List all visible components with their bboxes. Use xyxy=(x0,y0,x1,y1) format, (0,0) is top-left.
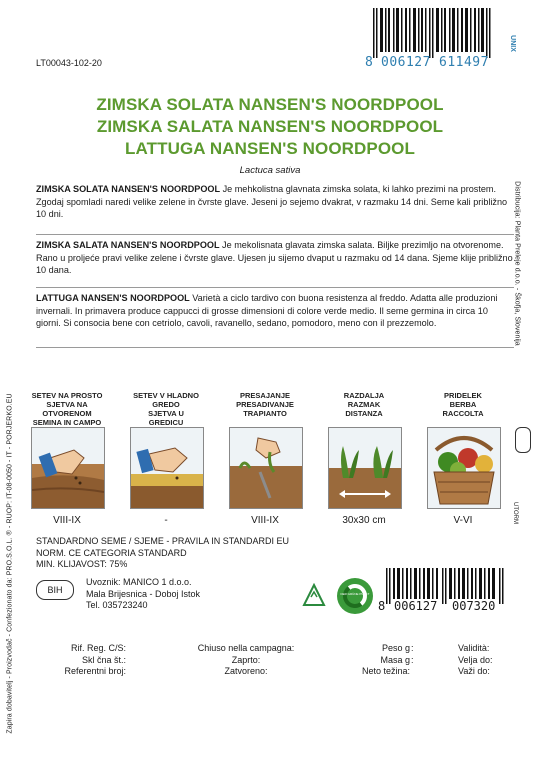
importer-line: Uvoznik: MANICO 1 d.o.o. xyxy=(86,577,192,587)
bottom-barcode-group1: 006127 xyxy=(394,599,438,613)
top-barcode-bars xyxy=(367,8,499,58)
footer-label: Masa g xyxy=(380,654,410,665)
green-dot-label: DER GRÜNE PUNKT xyxy=(340,592,370,596)
hand-sowing-field-icon xyxy=(31,427,105,509)
footer-label: Chiuso nella campagna: xyxy=(197,643,295,653)
description-heading: ZIMSKA SOLATA NANSEN'S NOORDPOOL xyxy=(36,184,221,194)
importer-line: Mala Brijesnica - Doboj Istok xyxy=(86,588,201,599)
latin-name: Lactuca sativa xyxy=(239,165,301,176)
step-label-transplant xyxy=(229,391,301,418)
description-italian xyxy=(36,292,514,330)
harvest-basket-icon xyxy=(427,427,501,509)
description-text: Je mehkolistna glavnata zimska solata, ki lahko prezimi na prostem. Zgodaj spomladi naredi velike zelene in čvrste glave. Jeseni jo sejemo dvakrat, v razmaku 14 dni. Seme kali približno 10 dni. xyxy=(36,184,508,219)
step-label-spacing xyxy=(328,391,400,418)
divider xyxy=(36,234,514,235)
step-label-line: RAZMAK xyxy=(347,400,381,409)
top-barcode-digit: 8 xyxy=(365,55,373,70)
step-value: 30x30 cm xyxy=(342,515,386,526)
standard-line: MIN. KLIJAVOST: 75% xyxy=(36,559,128,569)
bottom-barcode xyxy=(380,568,512,618)
step-label-line: SETEV NA PROSTO xyxy=(31,391,103,400)
standard-line: NORM. CE CATEGORIA STANDARD xyxy=(36,547,187,558)
step-label-line: DISTANZA xyxy=(345,409,383,418)
footer-reference-labels xyxy=(36,643,126,678)
step-label-harvest xyxy=(427,391,499,418)
step-label-line: BERBA xyxy=(449,400,477,409)
title-italian: LATTUGA NANSEN'S NOORDPOOL xyxy=(125,139,415,158)
footer-label: Validità: xyxy=(458,643,490,653)
description-text: Varietà a ciclo tardivo con buona resistenza al freddo. Adatta alle produzioni invernali. In primavera produce cappucci di grosse dimensioni di colore verde medio. Il seme germina in circa 10 giorni. Si consocia bene con cetriolo, cavoli, ravanello, sedano, pomodoro, meno con il prezzemolo. xyxy=(36,293,498,328)
footer-weight-colons xyxy=(411,643,419,666)
green-dot-icon xyxy=(337,578,373,614)
footer-label: Neto težina: xyxy=(361,666,410,676)
standard-block xyxy=(36,536,336,571)
footer-colon: : xyxy=(411,643,414,653)
transplant-icon xyxy=(229,427,303,509)
top-barcode-group2: 611497 xyxy=(439,55,489,70)
step-label-line: RACCOLTA xyxy=(442,409,484,418)
footer-label: Skl čna št.: xyxy=(81,654,126,665)
footer-label: Zatvoreno: xyxy=(224,666,268,676)
unix-label: UNIX xyxy=(508,35,516,52)
divider xyxy=(36,347,514,348)
lot-code: LT00043-102-20 xyxy=(36,58,102,68)
step-label-line: PRESADIVANJE xyxy=(236,400,294,409)
bih-badge: BIH xyxy=(36,580,74,600)
footer-closed-labels xyxy=(186,643,306,678)
footer-label: Peso g xyxy=(381,643,410,653)
step-label-line: SEMINA IN CAMPO xyxy=(32,418,102,427)
bottom-barcode-digit: 8 xyxy=(378,599,386,613)
spacing-icon xyxy=(328,427,402,509)
importer-line: Tel. 035723240 xyxy=(86,600,148,610)
description-heading: LATTUGA NANSEN'S NOORDPOOL xyxy=(36,293,190,303)
bottom-barcode-group2: 007320 xyxy=(452,599,496,613)
right-side-logo xyxy=(515,427,531,453)
footer-label: Važi do: xyxy=(458,666,490,676)
standard-line: STANDARDNO SEME / SJEME - PRAVILA IN STANDARDI EU xyxy=(36,536,290,546)
description-text: Je mekolisnata glavata zimska salata. Biljke prezimljo na otvorenome. Rano u proljeće pravi velike zelene i čvrste glave. Ujesen ju sijemo dvaput u razmaku od 14 dana. Sjeme klije približno 10 dana. xyxy=(36,240,513,275)
step-value: - xyxy=(164,515,168,526)
hand-sowing-bed-icon xyxy=(130,427,204,509)
top-barcode-group1: 006127 xyxy=(381,55,431,70)
importer-block xyxy=(86,577,286,612)
footer-label: Referentni broj: xyxy=(64,666,126,676)
step-value: V-VI xyxy=(453,515,473,526)
footer-weight-labels xyxy=(340,643,410,678)
top-barcode xyxy=(367,8,499,72)
description-slovenian xyxy=(36,183,514,221)
step-value: VIII-IX xyxy=(251,515,279,526)
description-croatian xyxy=(36,239,514,277)
footer-label: Zaprto: xyxy=(231,654,261,665)
title-croatian: ZIMSKA SALATA NANSEN'S NOORDPOOL xyxy=(96,117,444,136)
footer-colon: : xyxy=(411,654,414,665)
step-label-line: SETEV V HLADNO GREDO xyxy=(133,391,199,409)
description-heading: ZIMSKA SALATA NANSEN'S NOORDPOOL xyxy=(36,240,220,250)
step-label-line: SJETVA U GREDICU xyxy=(148,409,184,427)
divider xyxy=(36,287,514,288)
step-label-line: RAZDALJA xyxy=(343,391,385,400)
footer-label: Rif. Reg. C/S: xyxy=(70,643,126,653)
step-label-sowing-field xyxy=(31,391,103,427)
step-label-line: SJETVA NA OTVORENOM xyxy=(42,400,92,418)
step-label-line: TRAPIANTO xyxy=(243,409,287,418)
step-value: VIII-IX xyxy=(53,515,81,526)
step-label-line: PRIDELEK xyxy=(444,391,482,400)
footer-validity-labels xyxy=(458,643,518,678)
recycle-triangle-icon xyxy=(302,583,326,614)
left-side-producer-text: Zapira dobavitelj - Proizvodač - Confezionato da: PRO.S.O.L. ® - RUOP: IT-08-0050 - IT - PORJERKO.EU xyxy=(6,393,14,734)
right-side-logo-letters: UTORM xyxy=(511,502,518,524)
right-side-distributor-text: Distribucija: Planta Preleje d.o.o. - Škofja, Slovenija xyxy=(513,181,521,346)
title-slovenian: ZIMSKA SOLATA NANSEN'S NOORDPOOL xyxy=(96,95,444,114)
step-label-line: PRESAJANJE xyxy=(239,391,291,400)
footer-label: Velja do: xyxy=(458,654,493,665)
